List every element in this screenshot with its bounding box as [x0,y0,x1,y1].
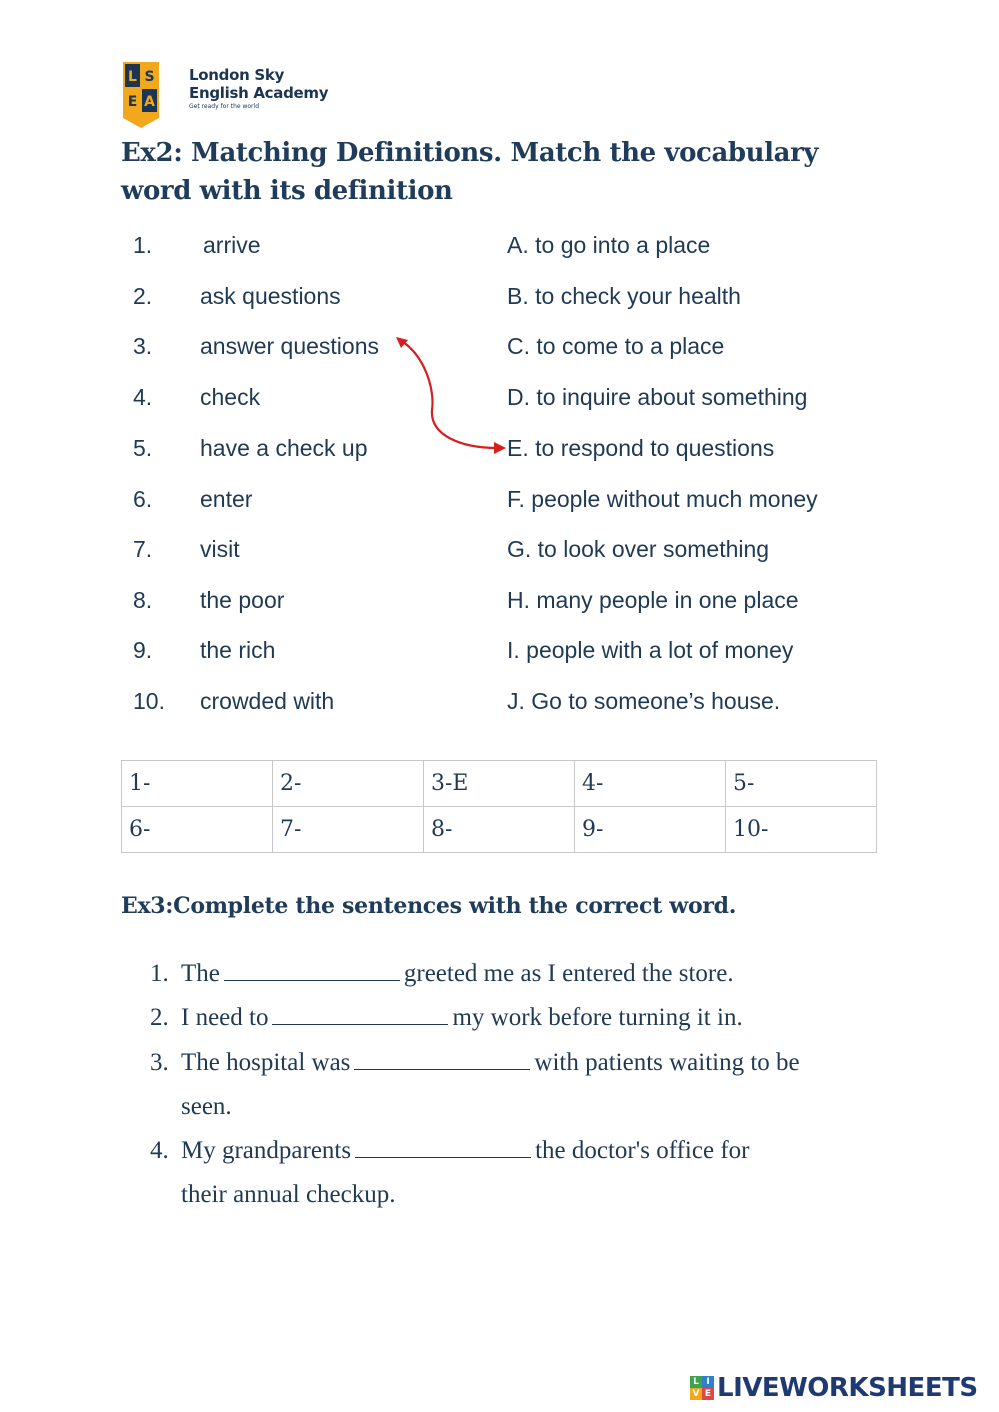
sentence-text: greeted me as I entered the store. [403,960,734,987]
word-number: 9. [133,637,153,663]
word-item: the rich [200,637,276,663]
logo-letter: A [144,94,155,110]
sentence-continuation: seen. [181,1093,232,1120]
blank-input[interactable] [354,1047,530,1070]
sentence-3 [181,1047,800,1079]
sentence-number: 4. [150,1137,169,1164]
logo-name-line2: English Academy [189,84,329,102]
blank-input[interactable] [355,1135,531,1158]
sentence-text: The hospital was [181,1049,351,1076]
logo-shield-icon [123,62,159,128]
sentence-text: my work before turning it in. [452,1004,743,1031]
definition-item: H. many people in one place [507,587,799,613]
word-item: the poor [200,587,285,613]
arrow-head-icon [494,442,506,454]
sentence-number: 2. [150,1004,169,1031]
word-item: answer questions [200,333,379,359]
liveworksheets-icon [690,1376,714,1400]
logo-letter: S [144,69,155,85]
logo-letter: L [128,69,137,85]
logo-tagline: Get ready for the world [189,103,260,110]
sentence-text: The [181,960,220,987]
definition-item: D. to inquire about something [507,384,808,410]
icon-letter: I [702,1376,714,1388]
word-item: arrive [203,232,261,258]
answer-cell[interactable]: 1- [122,761,273,807]
ex3-title: Ex3:Complete the sentences with the correct word. [121,893,737,919]
word-item: check [200,384,261,410]
answer-cell[interactable]: 4- [575,761,726,807]
icon-letter: V [690,1388,702,1400]
definition-item: I. people with a lot of money [507,637,794,663]
word-number: 10. [133,688,165,714]
sentence-number: 3. [150,1049,169,1076]
table-row [122,761,877,807]
table-row [122,807,877,853]
blank-input[interactable] [224,958,400,981]
word-number: 8. [133,587,153,613]
academy-logo [123,62,363,130]
ex2-title: Ex2: Matching Definitions. Match the vocabulary word with its definition [121,138,819,206]
answer-cell[interactable]: 5- [726,761,877,807]
sentence-2 [181,1002,743,1034]
sentence-text: I need to [181,1004,269,1031]
definition-item[interactable]: E. to respond to questions [507,435,775,461]
answer-cell[interactable]: 10- [726,807,877,853]
definition-item: A. to go into a place [507,232,711,258]
answer-cell[interactable]: 6- [122,807,273,853]
logo-text [189,66,328,112]
answer-cell[interactable]: 7- [273,807,424,853]
sentence-text: with patients waiting to be [534,1049,800,1076]
definition-item: F. people without much money [507,486,818,512]
word-number: 2. [133,283,153,309]
definition-item: B. to check your health [507,283,741,309]
sentence-text: My grandparents [181,1137,352,1164]
word-item: have a check up [200,435,368,461]
logo-name-line1: London Sky [189,66,285,84]
word-number: 1. [133,232,153,258]
word-number: 4. [133,384,153,410]
sentence-continuation: their annual checkup. [181,1181,396,1208]
arrow-tail-head-icon [396,337,408,348]
answer-cell[interactable]: 9- [575,807,726,853]
word-item: visit [200,536,240,562]
word-item: crowded with [200,688,335,714]
liveworksheets-brand: LIVEWORKSHEETS [717,1373,978,1403]
answer-cell[interactable]: 2- [273,761,424,807]
word-number: 3. [133,333,153,359]
answer-cell[interactable]: 8- [424,807,575,853]
blank-input[interactable] [272,1002,448,1025]
icon-letter: L [690,1376,702,1388]
sentence-1 [181,958,734,990]
answer-table [121,760,877,853]
sentence-text: the doctor's office for [535,1137,750,1164]
sentence-number: 1. [150,960,169,987]
liveworksheets-logo [690,1373,978,1403]
definition-item: G. to look over something [507,536,770,562]
word-item: enter [200,486,253,512]
sentence-4 [181,1135,749,1167]
word-number: 6. [133,486,153,512]
word-number: 5. [133,435,153,461]
answer-cell[interactable]: 3-E [424,761,575,807]
word-item: ask questions [200,283,341,309]
logo-letter: E [127,94,138,110]
icon-letter: E [702,1388,714,1400]
match-arrow[interactable] [390,330,510,460]
word-number: 7. [133,536,153,562]
definition-item: J. Go to someone’s house. [507,688,781,714]
definition-item: C. to come to a place [507,333,725,359]
